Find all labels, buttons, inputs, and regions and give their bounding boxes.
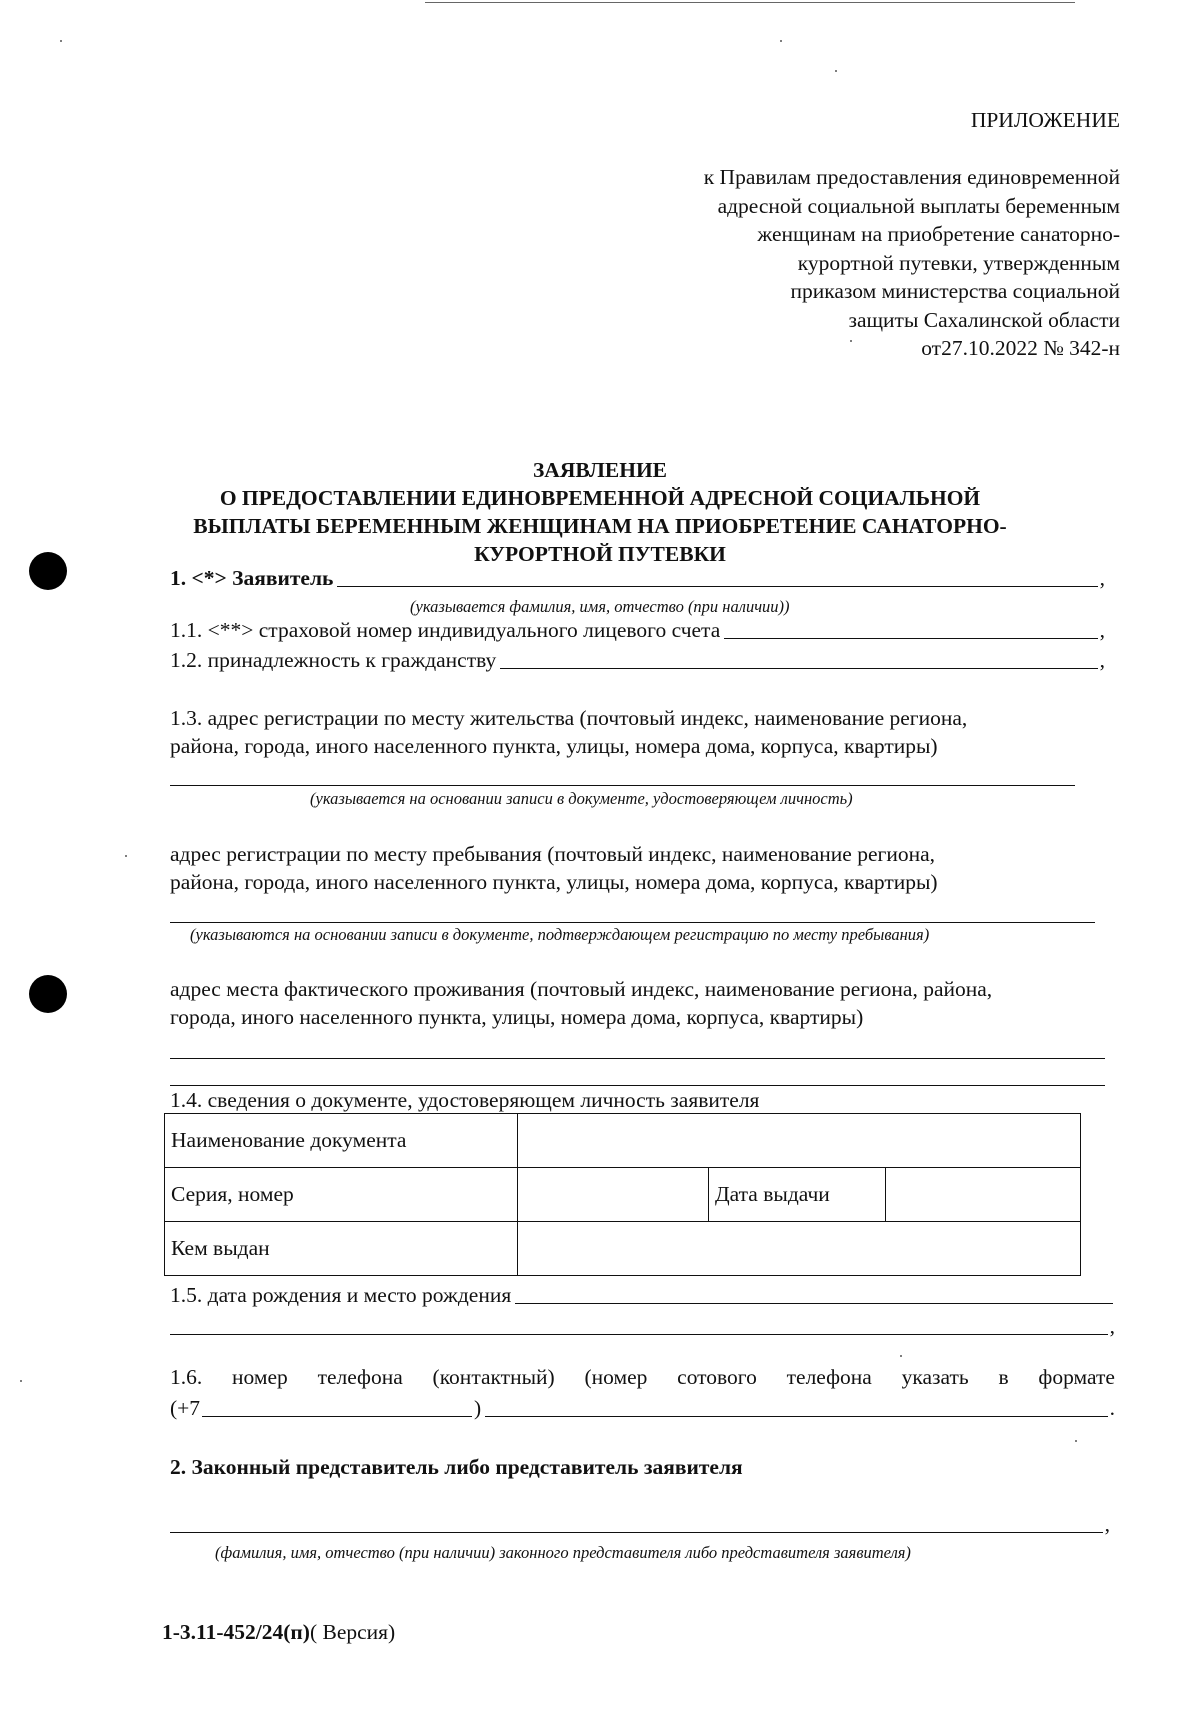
punch-hole-bottom	[29, 975, 67, 1013]
scan-speck	[60, 40, 62, 42]
applicant-label: 1. <*> Заявитель	[170, 566, 334, 590]
title-line: ВЫПЛАТЫ БЕРЕМЕННЫМ ЖЕНЩИНАМ НА ПРИОБРЕТЕНИЕ САНАТОРНО-	[193, 514, 1007, 538]
scan-speck	[125, 855, 127, 857]
representative-label: 2. Законный представитель либо представитель заявителя	[170, 1455, 743, 1479]
birth-row-2	[170, 1314, 1115, 1339]
comma: ,	[1099, 648, 1105, 672]
approval-line: защиты Сахалинской области	[848, 307, 1120, 332]
comma: ,	[1109, 1314, 1115, 1338]
comma: ,	[1104, 1512, 1110, 1536]
form-code: 1-3.11-452/24(п)	[162, 1620, 310, 1644]
series-number-field[interactable]	[518, 1168, 709, 1222]
issued-by-field[interactable]	[518, 1222, 1081, 1276]
series-number-label: Серия, номер	[165, 1168, 518, 1222]
actual-address-field-1[interactable]	[170, 1058, 1105, 1059]
stay-address-line1: адрес регистрации по месту пребывания (почтовый индекс, наименование региона,	[170, 842, 935, 866]
residence-address-line1: 1.3. адрес регистрации по месту жительства (почтовый индекс, наименование региона,	[170, 706, 968, 730]
phone-row	[170, 1396, 1115, 1421]
phone-number-field[interactable]	[202, 1416, 472, 1417]
approval-line: курортной путевки, утвержденным	[797, 250, 1120, 275]
representative-row	[170, 1512, 1110, 1537]
approval-line: от27.10.2022 № 342-н	[921, 336, 1120, 360]
phone-label-word: (контактный)	[432, 1365, 555, 1389]
citizenship-row	[170, 648, 1105, 673]
scan-top-line	[425, 2, 1075, 3]
residence-address-hint: (указывается на основании записи в документе, удостоверяющем личность)	[310, 789, 853, 808]
issued-by-label: Кем выдан	[165, 1222, 518, 1276]
doc-name-label: Наименование документа	[165, 1114, 518, 1168]
scan-speck	[780, 40, 782, 42]
comma: ,	[1099, 566, 1105, 590]
scan-speck	[20, 1380, 22, 1382]
stay-address-field[interactable]	[170, 922, 1095, 923]
phone-label-word: формате	[1038, 1365, 1115, 1389]
phone-extra-field[interactable]	[485, 1416, 1107, 1417]
citizenship-field[interactable]	[500, 668, 1097, 669]
doc-name-field[interactable]	[518, 1114, 1081, 1168]
stay-address-line2: района, города, иного населенного пункта, улицы, номера дома, корпуса, квартиры)	[170, 870, 938, 894]
phone-label-word: сотового	[677, 1365, 757, 1389]
punch-hole-top	[29, 552, 67, 590]
id-document-label: 1.4. сведения о документе, удостоверяющем личность заявителя	[170, 1088, 760, 1112]
residence-address-field[interactable]	[170, 785, 1075, 786]
applicant-row	[170, 566, 1105, 591]
residence-address-line2: района, города, иного населенного пункта, улицы, номера дома, корпуса, квартиры)	[170, 734, 938, 758]
actual-address-field-2[interactable]	[170, 1085, 1105, 1086]
approval-line: женщинам на приобретение санаторно-	[757, 222, 1120, 246]
scan-speck	[835, 70, 837, 72]
phone-label-word: телефона	[317, 1365, 403, 1389]
representative-hint: (фамилия, имя, отчество (при наличии) законного представителя либо представителя заявителя)	[215, 1543, 911, 1562]
actual-address-line1: адрес места фактического проживания (почтовый индекс, наименование региона, района,	[170, 977, 993, 1001]
appendix-title: ПРИЛОЖЕНИЕ	[970, 108, 1120, 132]
birth-row	[170, 1283, 1115, 1308]
birth-field-2[interactable]	[170, 1334, 1108, 1335]
phone-prefix: (+7	[170, 1396, 201, 1420]
footer-code	[162, 1620, 395, 1645]
snils-row	[170, 618, 1105, 643]
approval-line: приказом министерства социальной	[790, 279, 1120, 303]
scan-speck	[900, 1355, 902, 1357]
title-line: ЗАЯВЛЕНИЕ	[532, 458, 668, 482]
stay-address-hint: (указываются на основании записи в документе, подтверждающем регистрацию по месту пребывания)	[190, 925, 930, 944]
phone-label-word: номер	[232, 1365, 288, 1389]
phone-label-word: (номер	[584, 1365, 648, 1389]
phone-label-word: телефона	[786, 1365, 872, 1389]
phone-label	[170, 1365, 1115, 1390]
phone-label-word: указать	[901, 1365, 969, 1389]
approval-line: к Правилам предоставления единовременной	[703, 165, 1120, 189]
approval-block	[704, 163, 1120, 363]
applicant-name-field[interactable]	[337, 586, 1097, 587]
snils-label: 1.1. <**> страховой номер индивидуального лицевого счета	[170, 618, 721, 642]
title-line: О ПРЕДОСТАВЛЕНИИ ЕДИНОВРЕМЕННОЙ АДРЕСНОЙ СОЦИАЛЬНОЙ	[219, 486, 981, 510]
phone-label-word: 1.6.	[170, 1365, 203, 1389]
birth-field[interactable]	[515, 1303, 1113, 1304]
title-line: КУРОРТНОЙ ПУТЕВКИ	[474, 542, 726, 566]
birth-label: 1.5. дата рождения и место рождения	[170, 1283, 512, 1307]
actual-address-line2: города, иного населенного пункта, улицы, номера дома, корпуса, квартиры)	[170, 1005, 864, 1029]
phone-close: )	[474, 1396, 482, 1420]
comma: ,	[1099, 618, 1105, 642]
issue-date-label: Дата выдачи	[709, 1168, 886, 1222]
phone-label-word: в	[998, 1365, 1009, 1389]
applicant-hint: (указывается фамилия, имя, отчество (при наличии))	[410, 597, 790, 616]
approval-line: адресной социальной выплаты беременным	[717, 193, 1120, 218]
id-document-table	[164, 1113, 1081, 1276]
representative-field[interactable]	[170, 1532, 1103, 1533]
form-version: ( Версия)	[309, 1620, 396, 1644]
document-title	[100, 456, 1100, 568]
snils-field[interactable]	[724, 638, 1097, 639]
citizenship-label: 1.2. принадлежность к гражданству	[170, 648, 497, 672]
period: .	[1109, 1396, 1115, 1420]
scan-speck	[1075, 1440, 1077, 1442]
issue-date-field[interactable]	[886, 1168, 1081, 1222]
